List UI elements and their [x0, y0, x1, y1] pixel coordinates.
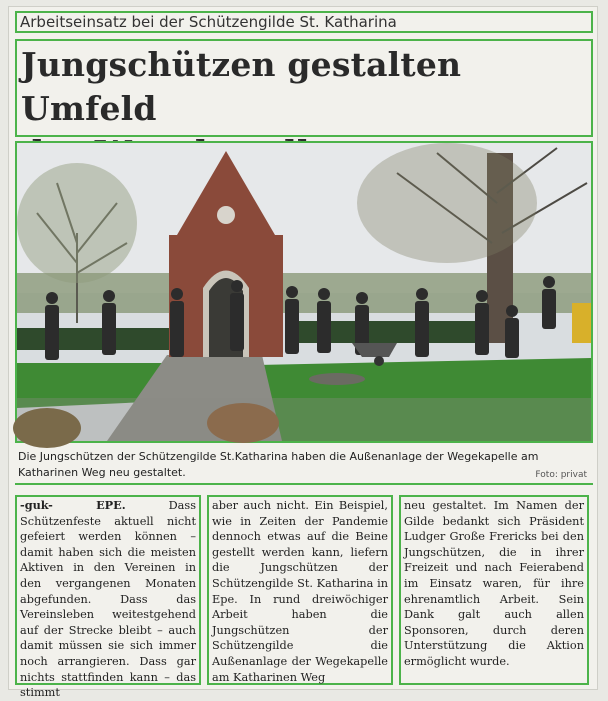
column-2-text: aber auch nicht. Ein Beispiel, wie in Zeiten der Pandemie dennoch etwas auf die Beine gestellt werden kann, liefern die Jungschützen der Schützengilde St. Katharina in Epe. In rund dreiwöchiger Arbeit haben die Jungschützen der Schützengilde die Außenanlage der Wegekapelle am Katharinen Weg	[212, 499, 388, 684]
article-column-2	[207, 495, 393, 685]
chapel-photo-illustration	[17, 143, 591, 441]
photo-caption	[15, 447, 593, 485]
article-headline	[15, 39, 593, 137]
dateline: -guk- EPE.	[20, 498, 126, 512]
photo-credit: Foto: privat	[535, 470, 587, 480]
caption-text: Die Jungschützen der Schützengilde St.Katharina haben die Außenanlage der Wegekapelle am Katharinen Weg neu gestaltet.	[18, 450, 539, 479]
column-3-text: neu gestaltet. Im Namen der Gilde bedankt sich Präsident Ludger Große Frericks bei den Jungschützen, die in ihrer Freizeit und nach Feierabend im Einsatz waren, für ihre ehrenamtlich Arbeit. Sein Dank galt auch allen Sponsoren, durch deren Unterstützung die Aktion ermöglicht wurde.	[404, 499, 584, 668]
article-column-1	[15, 495, 201, 700]
column-1-text: Dass Schützenfeste aktuell nicht gefeiert werden können – damit haben sich die meisten Aktiven in den Vereinen in den vergangenen Monaten abgefunden. Dass das Vereinsleben weitestgehend auf der Strecke bleibt – auch damit müssen sie sich immer noch arrangieren. Dass gar nichts stattfinden kann – das stimmt	[20, 499, 196, 700]
article-column-3	[399, 495, 589, 685]
newspaper-page	[8, 6, 598, 700]
article-photo	[15, 141, 593, 443]
headline-line-1: Jungschützen gestalten Umfeld	[21, 45, 462, 128]
article-kicker: Arbeitseinsatz bei der Schützengilde St. Katharina	[15, 11, 593, 33]
